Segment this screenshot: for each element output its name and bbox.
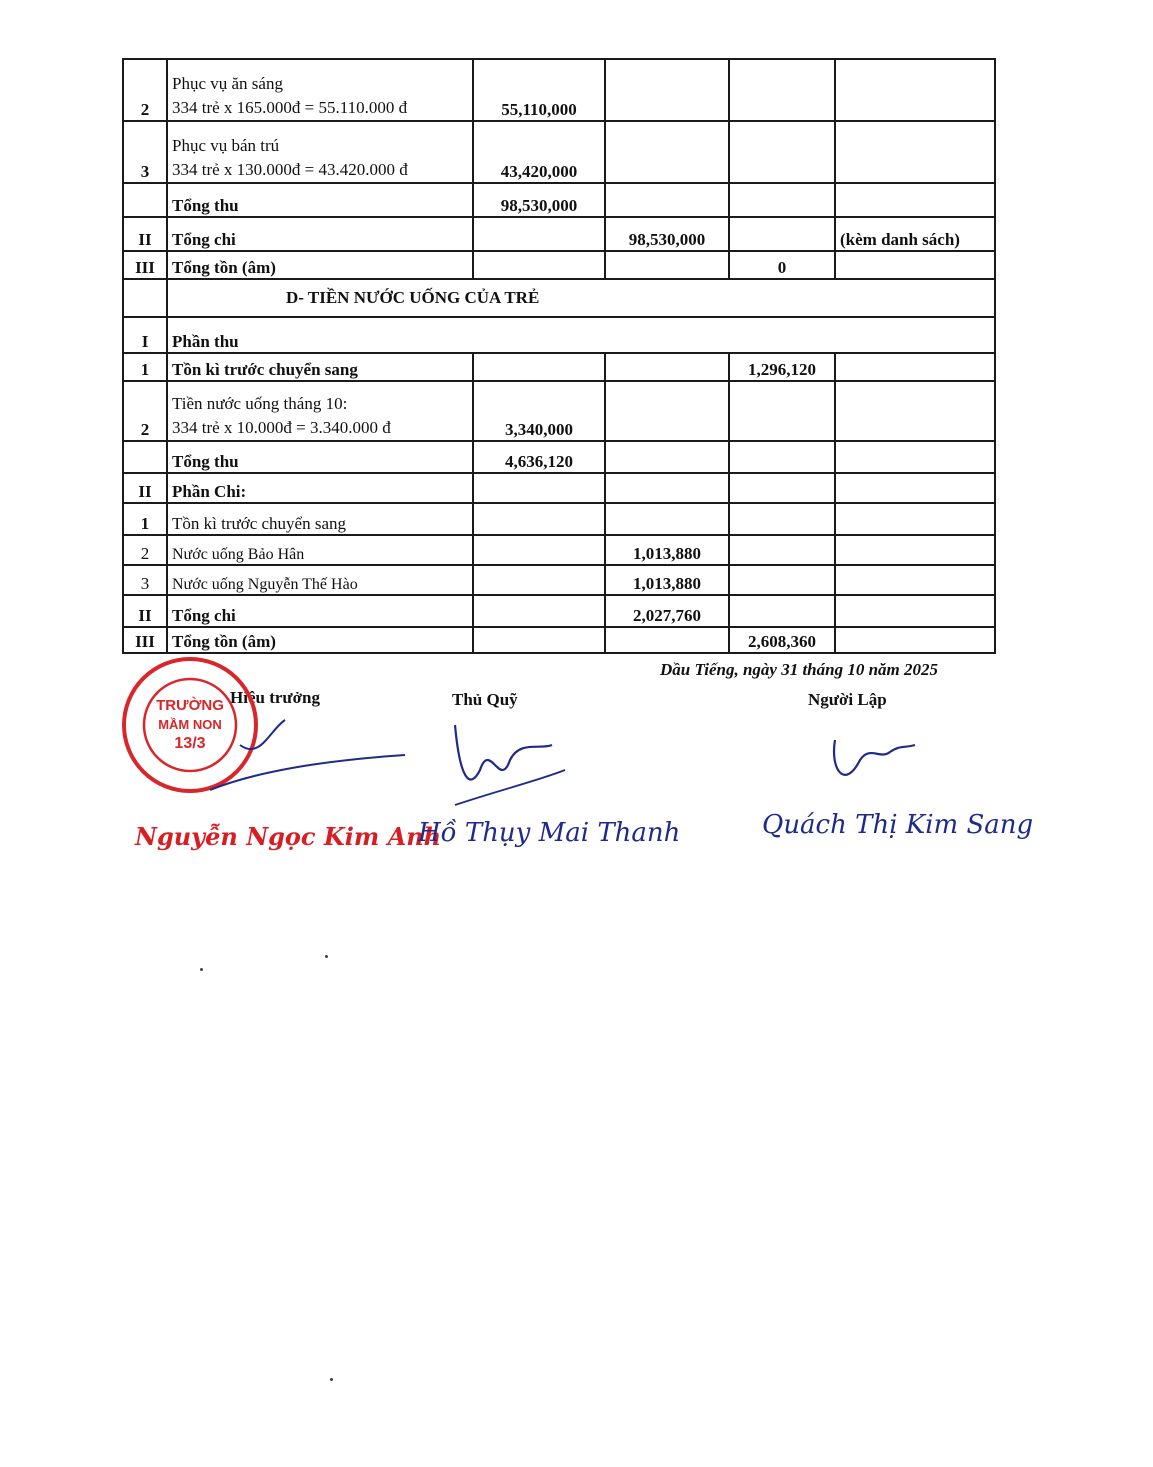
stamp-line-3: 13/3 [174, 735, 206, 752]
row-number: II [123, 217, 167, 251]
row-number: 3 [123, 121, 167, 183]
note-cell: (kèm danh sách) [835, 217, 995, 251]
thu-cell: 98,530,000 [473, 183, 605, 217]
row-description: Nước uống Bảo Hân [167, 535, 473, 565]
chi-cell: 1,013,880 [605, 565, 729, 595]
thu-cell: 43,420,000 [473, 121, 605, 183]
row-number: 3 [123, 565, 167, 595]
row-description: Phần thu [167, 317, 995, 353]
thu-cell: 3,340,000 [473, 381, 605, 441]
row-description: Tiền nước uống tháng 10: 334 trẻ x 10.000đ = 3.340.000 đ [167, 381, 473, 441]
principal-title: Hiệu trưởng [230, 688, 320, 707]
row-description: Tổng tồn (âm) [167, 251, 473, 279]
row-description: Phần Chi: [167, 473, 473, 503]
row-description: Tổng tồn (âm) [167, 627, 473, 653]
row-description: Phục vụ ăn sáng 334 trẻ x 165.000đ = 55.110.000 đ [167, 59, 473, 121]
row-description: Tổng thu [167, 441, 473, 473]
thu-cell: 55,110,000 [473, 59, 605, 121]
row-description: Tồn kì trước chuyển sang [167, 503, 473, 535]
chi-cell: 1,013,880 [605, 535, 729, 565]
row-number: 1 [123, 503, 167, 535]
row-number: I [123, 317, 167, 353]
thu-cell: 4,636,120 [473, 441, 605, 473]
row-number: II [123, 473, 167, 503]
row-number: 2 [123, 381, 167, 441]
row-description: Phục vụ bán trú 334 trẻ x 130.000đ = 43.420.000 đ [167, 121, 473, 183]
chi-cell: 98,530,000 [605, 217, 729, 251]
row-number: II [123, 595, 167, 627]
row-description: Tổng thu [167, 183, 473, 217]
stamp-line-1: TRƯỜNG [156, 697, 224, 714]
preparer-title: Người Lập [808, 690, 887, 709]
scan-dot [330, 1378, 333, 1381]
row-number: 2 [123, 59, 167, 121]
treasurer-name: Hồ Thụy Mai Thanh [418, 818, 681, 848]
row-description: Tổng chi [167, 595, 473, 627]
principal-name: Nguyễn Ngọc Kim Anh [135, 822, 442, 851]
ton-cell: 2,608,360 [729, 627, 835, 653]
chi-cell: 2,027,760 [605, 595, 729, 627]
stamp-line-2: MẦM NON [158, 717, 222, 732]
scan-dot [200, 968, 203, 971]
preparer-name: Quách Thị Kim Sang [762, 810, 1034, 840]
row-description: Tổng chi [167, 217, 473, 251]
row-number: 2 [123, 535, 167, 565]
ton-cell: 1,296,120 [729, 353, 835, 381]
date-line: Dầu Tiếng, ngày 31 tháng 10 năm 2025 [660, 660, 939, 679]
row-number: III [123, 627, 167, 653]
treasurer-title: Thủ Quỹ [452, 690, 518, 709]
row-description: Tồn kì trước chuyển sang [167, 353, 473, 381]
row-number: 1 [123, 353, 167, 381]
row-description: Nước uống Nguyễn Thế Hào [167, 565, 473, 595]
ton-cell: 0 [729, 251, 835, 279]
section-d-title: D- TIỀN NƯỚC UỐNG CỦA TRẺ [167, 279, 995, 317]
scan-dot [325, 955, 328, 958]
row-number: III [123, 251, 167, 279]
